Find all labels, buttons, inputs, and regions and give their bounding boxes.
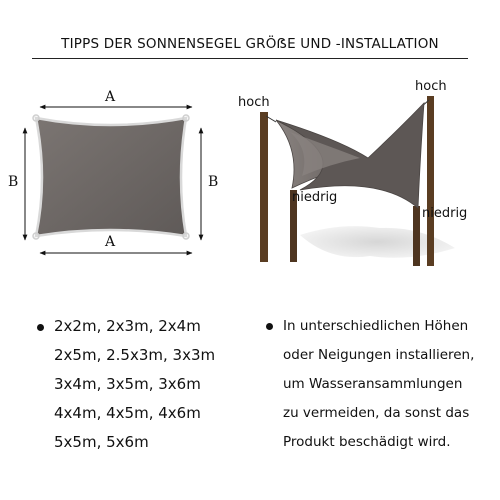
note-line (265, 341, 474, 370)
bullet-icon (37, 324, 44, 331)
dimension-label-a-top: A (104, 89, 116, 105)
dimension-label-b-right: B (208, 174, 219, 190)
pole-front-right (413, 206, 420, 266)
note-text: oder Neigungen installieren, (283, 347, 475, 363)
size-row-text: 2x5m, 2.5x3m, 3x3m (54, 346, 216, 364)
pole-back-right (427, 96, 434, 266)
note-line (265, 428, 474, 457)
note-line (265, 370, 474, 399)
list-item (36, 312, 215, 341)
size-row-text: 3x4m, 3x5m, 3x6m (54, 375, 201, 393)
installation-note (265, 312, 474, 457)
note-text: In unterschiedlichen Höhen (283, 318, 469, 334)
size-row-text: 4x4m, 4x5m, 4x6m (54, 404, 201, 422)
label-niedrig-right: niedrig (422, 206, 468, 221)
list-item (36, 428, 215, 457)
pole-back-left (260, 112, 268, 262)
note-line (265, 399, 474, 428)
size-row-text: 2x2m, 2x3m, 2x4m (54, 317, 201, 335)
note-line (265, 312, 474, 341)
note-text: Produkt beschädigt wird. (283, 434, 451, 450)
list-item (36, 399, 215, 428)
installation-diagram (238, 79, 467, 266)
dimension-label-b-left: B (8, 174, 19, 190)
size-row-text: 5x5m, 5x6m (54, 433, 149, 451)
list-item (36, 370, 215, 399)
list-item (36, 341, 215, 370)
note-text: zu vermeiden, da sonst das (283, 405, 470, 421)
label-hoch-right: hoch (415, 79, 447, 94)
rectangular-sail (36, 118, 186, 236)
bullet-icon (266, 323, 273, 330)
dimension-label-a-bottom: A (104, 234, 116, 250)
size-list (36, 312, 215, 457)
label-niedrig-left: niedrig (292, 190, 338, 205)
rectangular-sail-diagram (8, 89, 218, 253)
page-title: TIPPS DER SONNENSEGEL GRÖẞE UND -INSTALLATION (61, 36, 439, 52)
note-text: um Wasseransammlungen (283, 376, 463, 392)
label-hoch-left: hoch (238, 95, 270, 110)
